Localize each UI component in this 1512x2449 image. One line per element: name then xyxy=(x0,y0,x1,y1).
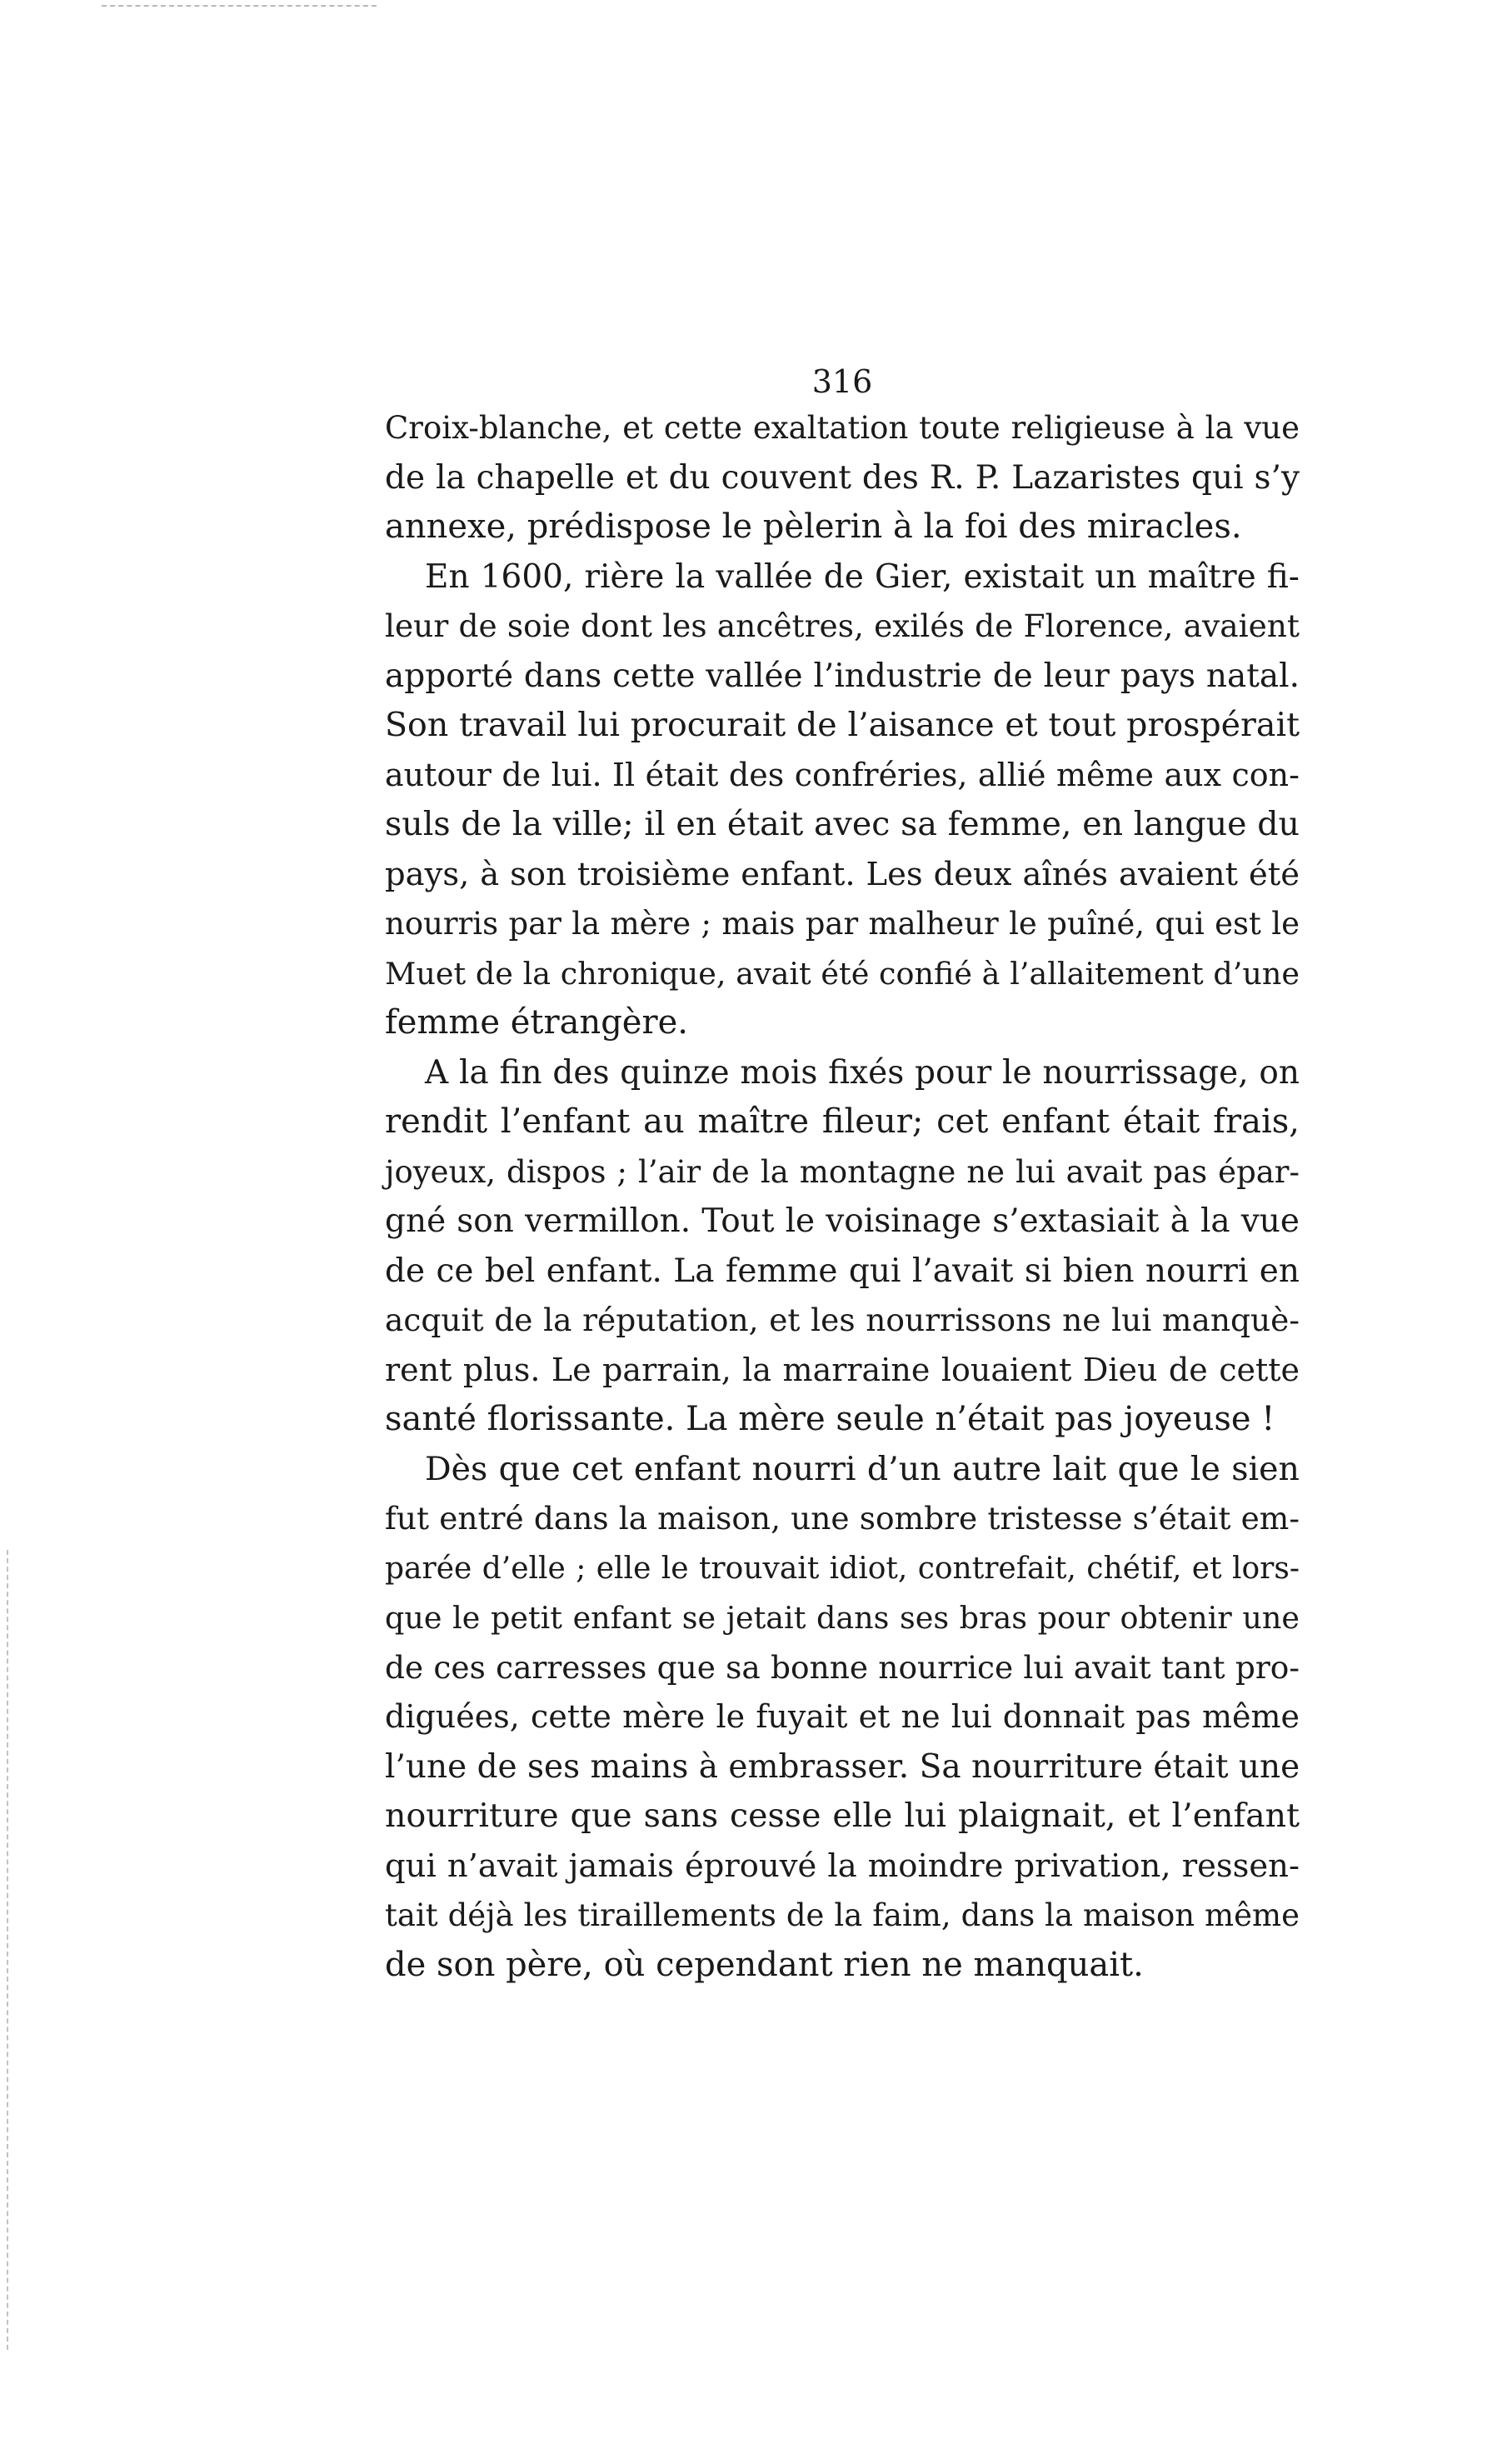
text-line: nourriture que sans cesse elle lui plaignait, et l’enfant xyxy=(385,1797,1300,1835)
text-line: de ces carresses que sa bonne nourrice lui avait tant pro- xyxy=(385,1648,1300,1686)
text-line: apporté dans cette vallée l’industrie de leur pays natal. xyxy=(385,657,1300,695)
text-line: qui n’avait jamais éprouvé la moindre privation, ressen- xyxy=(385,1847,1300,1885)
scan-top-rule xyxy=(102,5,377,7)
book-page xyxy=(385,362,1300,1990)
text-line: que le petit enfant se jetait dans ses bras pour obtenir une xyxy=(385,1600,1300,1636)
page-number: 316 xyxy=(811,363,873,400)
text-line: autour de lui. Il était des confréries, allié même aux con- xyxy=(385,756,1300,793)
text-line: gné son vermillon. Tout le voisinage s’extasiait à la vue xyxy=(385,1202,1300,1240)
text-line: Muet de la chronique, avait été confié à l’allaitement d’une xyxy=(385,955,1300,992)
text-line: fut entré dans la maison, une sombre tristesse s’était em- xyxy=(385,1500,1300,1537)
text-line: En 1600, rière la vallée de Gier, existait un maître fi- xyxy=(425,557,1300,596)
text-line: parée d’elle ; elle le trouvait idiot, contrefait, chétif, et lors- xyxy=(385,1551,1300,1586)
text-line: santé florissante. La mère seule n’était pas joyeuse ! xyxy=(385,1400,1275,1438)
text-line: leur de soie dont les ancêtres, exilés de Florence, avaient xyxy=(385,607,1300,644)
text-line: Croix-blanche, et cette exaltation toute religieuse à la vue xyxy=(385,410,1300,446)
text-line: Dès que cet enfant nourri d’un autre lait que le sien xyxy=(425,1449,1300,1488)
text-line: de ce bel enfant. La femme qui l’avait si bien nourri en xyxy=(385,1252,1300,1290)
scan-margin-marks xyxy=(7,1550,13,2350)
text-line: A la fin des quinze mois fixés pour le nourrissage, on xyxy=(425,1053,1300,1092)
text-line: diguées, cette mère le fuyait et ne lui donnait pas même xyxy=(385,1698,1300,1735)
text-line: rent plus. Le parrain, la marraine louaient Dieu de cette xyxy=(385,1351,1300,1388)
text-line: rendit l’enfant au maître fileur; cet enfant était frais, xyxy=(385,1102,1300,1141)
text-line: femme étrangère. xyxy=(385,1003,688,1042)
body-text xyxy=(385,403,1300,1990)
text-line: tait déjà les tiraillements de la faim, dans la maison même xyxy=(385,1897,1300,1933)
text-line: Son travail lui procurait de l’aisance et tout prospérait xyxy=(385,706,1300,744)
text-line: joyeux, dispos ; l’air de la montagne ne lui avait pas épar- xyxy=(385,1153,1300,1190)
text-line: annexe, prédispose le pèlerin à la foi des miracles. xyxy=(385,507,1242,546)
text-line: de son père, où cependant rien ne manquait. xyxy=(385,1945,1144,1984)
text-line: acquit de la réputation, et les nourrissons ne lui manquè- xyxy=(385,1302,1300,1338)
text-line: pays, à son troisième enfant. Les deux aînés avaient été xyxy=(385,855,1300,893)
text-line: l’une de ses mains à embrasser. Sa nourriture était une xyxy=(385,1747,1300,1786)
text-line: nourris par la mère ; mais par malheur le puîné, qui est le xyxy=(385,906,1300,942)
text-line: suls de la ville; il en était avec sa femme, en langue du xyxy=(385,805,1300,843)
text-line: de la chapelle et du couvent des R. P. Lazaristes qui s’y xyxy=(385,458,1300,497)
